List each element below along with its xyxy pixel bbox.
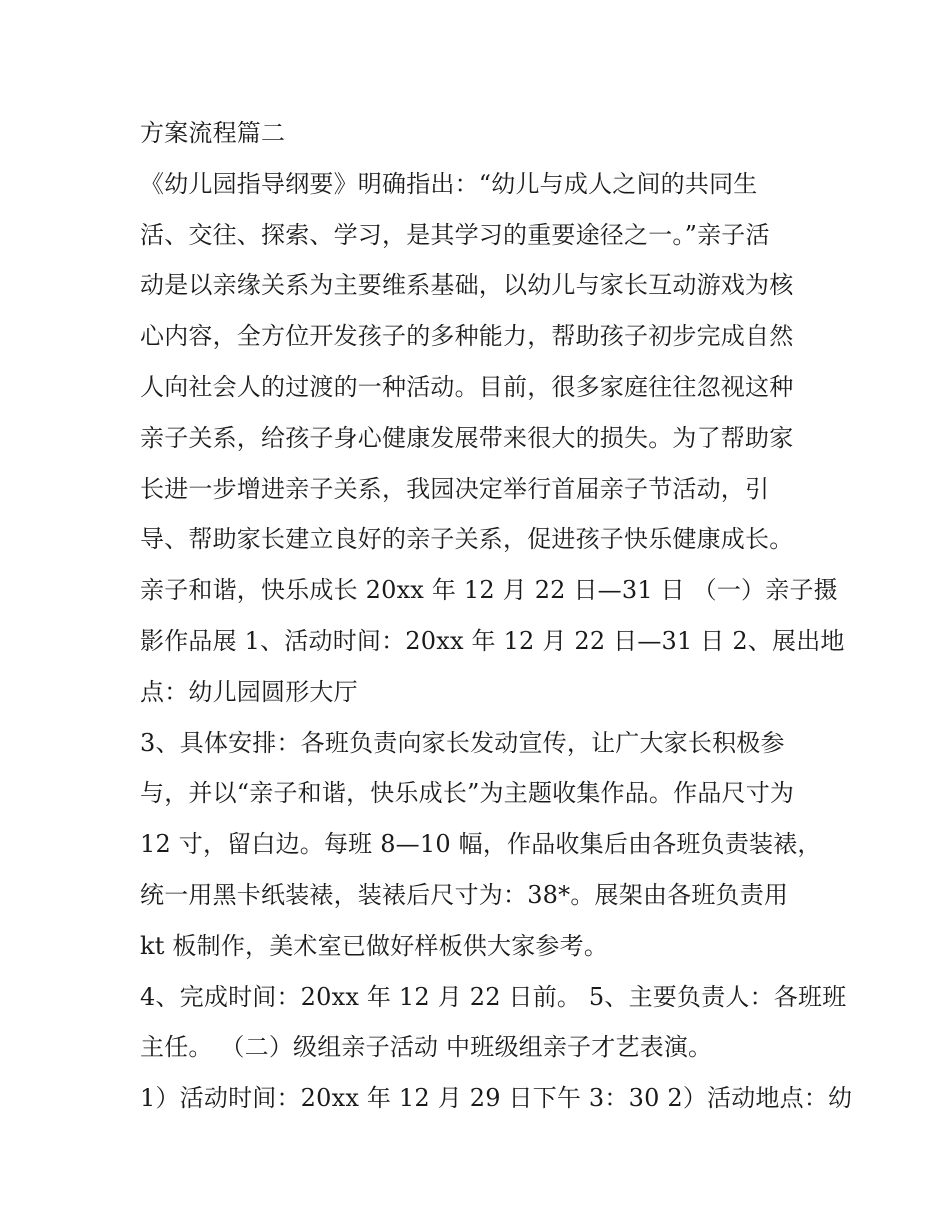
document-body: [140, 108, 853, 1124]
text-line: 心内容，全方位开发孩子的多种能力，帮助孩子初步完成自然: [140, 322, 794, 351]
text-line: 主任。 （二）级组亲子活动 中班级组亲子才艺表演。: [140, 1033, 713, 1062]
text-line: 4、完成时间：20xx 年 12 月 22 日前。 5、主要负责人：各班班: [140, 982, 847, 1011]
section-heading: 方案流程篇二: [140, 119, 286, 147]
text-line: 12 寸，留白边。每班 8—10 幅，作品收集后由各班负责装裱，: [140, 830, 822, 859]
text-line: 1）活动时间：20xx 年 12 月 29 日下午 3：30 2）活动地点：幼: [140, 1084, 853, 1113]
text-line: 长进一步增进亲子关系，我园决定举行首届亲子节活动，引: [140, 474, 770, 503]
text-line: 人向社会人的过渡的一种活动。目前，很多家庭往往忽视这种: [140, 372, 794, 401]
text-line: 动是以亲缘关系为主要维系基础，以幼儿与家长互动游戏为核: [140, 271, 794, 300]
text-line: 统一用黑卡纸装裱，装裱后尺寸为：38*。展架由各班负责用: [140, 880, 789, 909]
text-line: 亲子关系，给孩子身心健康发展带来很大的损失。为了帮助家: [140, 423, 794, 452]
text-line: 《幼儿园指导纲要》明确指出：“幼儿与成人之间的共同生: [140, 169, 758, 198]
text-line: kt 板制作，美术室已做好样板供大家参考。: [140, 931, 609, 960]
text-line: 亲子和谐，快乐成长 20xx 年 12 月 22 日—31 日 （一）亲子摄: [140, 576, 838, 605]
text-line: 点：幼儿园圆形大厅: [140, 677, 358, 706]
text-line: 导、帮助家长建立良好的亲子关系，促进孩子快乐健康成长。: [140, 525, 794, 554]
text-line: 活、交往、探索、学习，是其学习的重要途径之一。”亲子活: [140, 220, 770, 249]
text-line: 3、具体安排：各班负责向家长发动宣传，让广大家长积极参: [140, 728, 785, 757]
text-line: 与，并以“亲子和谐，快乐成长”为主题收集作品。作品尺寸为: [140, 779, 795, 808]
text-line: 影作品展 1、活动时间：20xx 年 12 月 22 日—31 日 2、展出地: [140, 626, 845, 655]
